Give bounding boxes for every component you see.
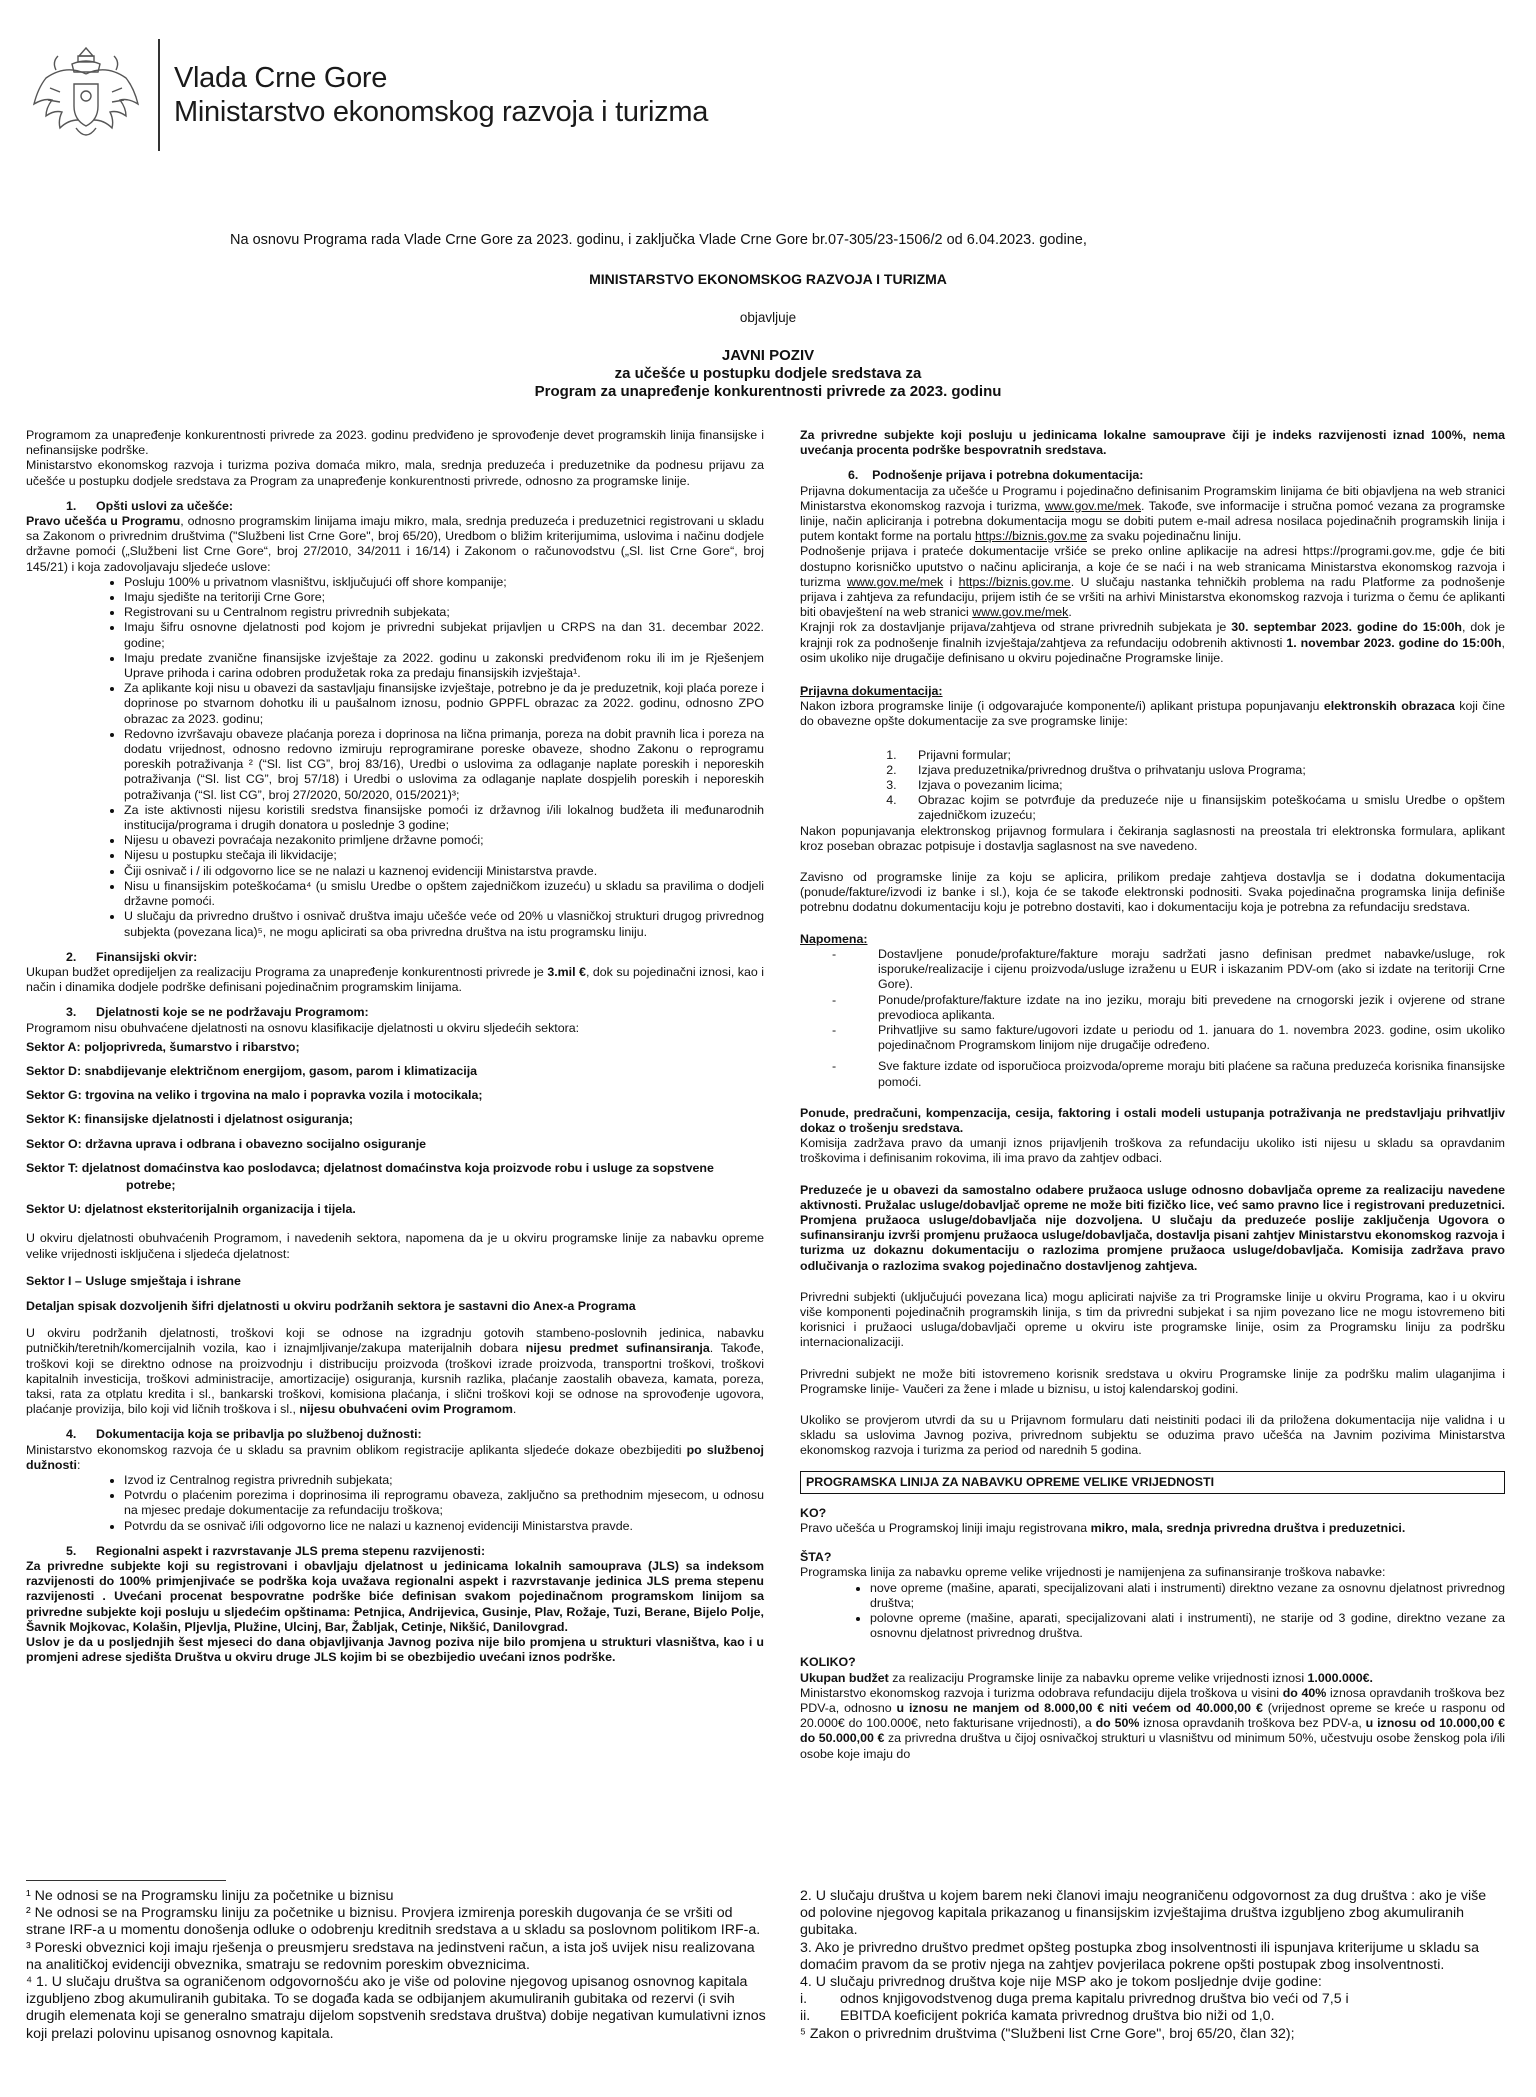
sta-heading: ŠTA? xyxy=(800,1550,832,1565)
footnote-rule xyxy=(26,1880,226,1881)
paragraph: Nakon izbora programske linije (i odgovarajuće komponente/i) aplikant pristupa popunjavanju elektronskih obrazaca koji čine do obavezne opšte dokumentacije za sve programske linije: xyxy=(800,699,1505,729)
list-item: • Nijesu u obavezi povraćaja nezakonito primljene državne pomoći; xyxy=(124,833,764,848)
paragraph: Ministarstvo ekonomskog razvoja i turizma odobrava refundaciju dijela troškova u visini do 40% iznosa opravdanih troškova bez PDV-a, odnosno u iznosu ne manjem od 8.000,00 € niti većem od 40.000,00 € (vrijednost opreme se kreće u rasponu od 20.000€ do 100.000€, neto fakturisane vrijednosti), a do 50% iznosa opravdanih troškova bez PDV-a, u iznosu od 10.000,00 € do 50.000,00 € za privredna društva u čijoj osnivačkoj strukturi u vlasništvu od minimum 50%, učestvuju osobe ženskog pola i/ili osobe koje imaju do xyxy=(800,1685,1505,1761)
list-item: • Za iste aktivnosti nijesu koristili sredstva finansijske pomoći iz državnog i/ili lokalnog budžeta ili međunarodnih institucija/programa i drugih donatora u poslednje 3 godine; xyxy=(124,803,764,833)
link[interactable]: www.gov.me/mek xyxy=(972,605,1069,620)
sector-item: Sektor O: državna uprava i odbrana i obavezno socijalno osiguranje xyxy=(26,1136,427,1151)
subsection-heading: Prijavna dokumentacija: xyxy=(800,684,943,699)
intro-text: Na osnovu Programa rada Vlade Crne Gore za 2023. godinu, i zaključka Vlade Crne Gore br.07-305/23-1506/2 od 6.04.2023. godine, xyxy=(230,232,1087,248)
list-item: • polovne opreme (mašine, aparati, specijalizovani alati i instrumenti), ne starije od 3 godine, direktno vezane za osnovnu djelatnost privrednog društva. xyxy=(870,1611,1505,1641)
documents-list xyxy=(26,1473,764,1534)
list-item: • Imaju predate zvanične finansijske izvještaje za 2022. godinu u zakonski predviđenom roku ili im je Rješenjem Uprave prihoda i carina odobren produžetak roka za predaju finansijskih izvještaja¹. xyxy=(124,651,764,681)
section-heading: 3. Djelatnosti koje se ne podržavaju Programom: xyxy=(66,1005,369,1020)
eligible-list xyxy=(800,1581,1505,1642)
header-divider xyxy=(158,39,160,151)
paragraph: Privredni subjekti (uključujući povezana lica) mogu aplicirati najviše za tri Programske linije u okviru Programa, kao i u okviru više komponenti pojedinačnih programskih linija, s tim da privredni subjekat i sa njim povezano lice ne mogu istovremeno biti korisnici i pružaoci usluga/dobavljači opreme u okviru iste programske linije, osim za Programsku liniju za podršku internacionalizaciji. xyxy=(800,1289,1505,1350)
paragraph: Pravo učešća u Programu, odnosno programskim linijama imaju mikro, mala, srednja preduzeća i preduzetnici registrovani u skladu sa Zakonom o privrednim društvima ("Službeni list Crne Gore", broj 65/20), Uredbom o bližim kriterijumima, uslovima i načinu dodjele državne pomoći („Službeni list Crne Gore“, broj 27/2010, 34/2011 i 16/14) i Zakonom o računovodstvu („Sl. list Crne Gore“, broj 145/21) i koja zadovoljavaju sljedeće uslove: xyxy=(26,514,764,574)
sector-item: Sektor A: poljoprivreda, šumarstvo i ribarstvo; xyxy=(26,1039,300,1054)
sector-item: Sektor U: djelatnost eksteritorijalnih organizacija i tijela. xyxy=(26,1202,356,1217)
paragraph: Pravo učešća u Programskoj liniji imaju registrovana mikro, mala, srednja privredna društva i preduzetnici. xyxy=(800,1520,1406,1535)
list-item: 1. Prijavni formular; xyxy=(900,748,1505,763)
government-name: Vlada Crne Gore xyxy=(174,62,388,94)
paragraph: Komisija zadržava pravo da umanji iznos prijavljenih troškova za refundaciju ukoliko isti nijesu u skladu sa opravdanim troškovima i definisanim rokovima, ili ima pravo da zahtjev odbaci. xyxy=(800,1136,1505,1166)
paragraph: Nakon popunjavanja elektronskog prijavnog formulara i čekiranja saglasnosti na preostala tri elektronska formulara, aplikant kroz poseban obrazac potpisuje i dostavlja saglasnost na sve navedeno. xyxy=(800,823,1505,853)
call-subtitle-1: za učešće u postupku dodjele sredstava za xyxy=(614,365,922,382)
sector-item-cont: potrebe; xyxy=(126,1177,176,1192)
paragraph: Ukupan budžet opredijeljen za realizaciju Programa za unapređenje konkurentnosti privrede je 3.mil €, dok su pojedinačni iznosi, kao i način i dinamika dodjele podrške definisani pojedinačnim programskim linijama. xyxy=(26,964,764,995)
paragraph: Krajnji rok za dostavljanje prijava/zahtjeva od strane privrednih subjekata je 30. septembar 2023. godine do 15:00h, dok je krajnji rok za podnošenje finalnih izvještaja/zahtjeva za refundaciju odobrenih aktivnosti 1. novembar 2023. godine do 15:00h, osim ukoliko nije drugačije definisano u okviru pojedinačne Programske linije. xyxy=(800,620,1505,665)
paragraph: Ministarstvo ekonomskog razvoja i turizma poziva domaća mikro, mala, srednja preduzeća i preduzetnike da podnesu prijavu za učešće u postupku dodjele sredstava za Program za unapređenje konkurentnosti privrede, odnosno za programske linije. xyxy=(26,458,764,488)
list-item: • Redovno izvršavaju obaveze plaćanja poreza i doprinosa na lična primanja, poreza na dobit pravnih lica i poreza na dodatu vrijednost, odnosno redovno izmiruju reprogramirane poreske obaveze, shodno Zakonu o reprogramu poreskih potraživanja ² (“Sl. list CG”, broj 83/16), Uredbi o uslovima za odlaganje naplate poreskih i neporeskih potraživanja (“Sl. list CG”, broj 57/18) i Uredbi o uslovima za odlaganje naplate dospjelih poreskih i neporeskih potraživanja (“Sl. list CG”, broj 27/2020, 50/2020, 015/2021)³; xyxy=(124,727,764,803)
footnotes-left xyxy=(26,1888,766,2043)
paragraph: Uslov je da u posljednjih šest mjeseci do dana objavljivanja Javnog poziva nije bilo promjena u strukturi vlasništva, kao i u promjeni adrese sjedišta Društva u okviru druge JLS kojim bi se obezbijedio uvećani iznos podrške. xyxy=(26,1635,764,1665)
footnote: ¹ Ne odnosi se na Programsku liniju za početnike u biznisu xyxy=(26,1888,394,1904)
sector-item: Sektor D: snabdijevanje električnom energijom, gasom, parom i klimatizacija xyxy=(26,1063,478,1078)
list-item: • nove opreme (mašine, aparati, specijalizovani alati i instrumenti) direktno vezane za osnovnu djelatnost privrednog društva; xyxy=(870,1581,1505,1611)
footnote: ² Ne odnosi se na Programsku liniju za početnike u biznisu. Provjera izmirenja poreskih dugovanja će se vršiti od strane IRF-a u momentu donošenja odluke o odobrenju kreditnih sredstava a u skladu sa poslovnom politikom IRF-a. xyxy=(26,1905,761,1939)
list-item: 2. Izjava preduzetnika/privrednog društva o prihvatanju uslova Programa; xyxy=(900,763,1505,778)
paragraph: Ukupan budžet za realizaciju Programske linije za nabavku opreme velike vrijednosti iznosi 1.000.000€. xyxy=(800,1670,1373,1685)
list-item: • Potvrdu o plaćenim porezima i doprinosima ili reprogramu obaveza, zaključno sa prethodnim mjesecom, u odnosu na mjesec predaje dokumentacije za refundaciju troškova; xyxy=(124,1488,764,1518)
note-item: - Prihvatljive su samo fakture/ugovori izdate u periodu od 1. januara do 1. novembra 2023. godine, osim ukoliko pojedinačnom Programskom linijom nije drugačije određeno. xyxy=(832,1022,1505,1053)
note-item: - Ponude/profakture/fakture izdate na ino jeziku, moraju biti prevedene na crnogorski jezik i ovjerene od strane prevodioca aplikanta. xyxy=(832,992,1505,1022)
note-item: - Dostavljene ponude/profakture/fakture moraju sadržati jasno definisan predmet nabavke/usluge, rok isporuke/realizacije i cijenu proizvoda/usluge izraženu u EUR i iskazanim PDV-om (ako si izdate na teritoriji Crne Gore). xyxy=(832,946,1505,992)
right-column xyxy=(800,428,1505,1762)
link[interactable]: https://biznis.gov.me xyxy=(958,574,1071,589)
section-heading: 4. Dokumentacija koja se pribavlja po službenoj dužnosti: xyxy=(66,1427,422,1442)
paragraph: Za privredne subjekte koji posluju u jedinicama lokalne samouprave čiji je indeks razvijenosti iznad 100%, nema uvećanja procenta podrške bespovratnih sredstava. xyxy=(800,428,1505,458)
list-item: • Registrovani su u Centralnom registru privrednih subjekata; xyxy=(124,605,764,620)
list-item: • Imaju šifru osnovne djelatnosti pod kojom je privredni subjekat prijavljen u CRPS na dan 31. decembar 2022. godine; xyxy=(124,620,764,650)
list-item: • Nijesu u postupku stečaja ili likvidacije; xyxy=(124,848,764,863)
section-heading: 6. Podnošenje prijava i potrebna dokumentacija: xyxy=(848,468,1144,483)
footnote: ³ Poreski obveznici koji imaju rješenja o preusmjeru sredstava na jedinstveni račun, a ista još uvijek nisu realizovana na analitičkoj evidenciji obveznika, smatraju se redovnim poreskim obveznicima. xyxy=(26,1939,755,1973)
paragraph: U okviru djelatnosti obuhvaćenih Programom, i navedenih sektora, napomena da je u okviru programske linije za nabavku opreme velike vrijednosti isključena i sljedeća djelatnost: xyxy=(26,1231,764,1261)
footnote: 4. U slučaju privrednog društva koje nije MSP ako je tokom posljednje dvije godine: xyxy=(800,1974,1322,1991)
list-item: • Čiji osnivač i / ili odgovorno lice se ne nalazi u kaznenoj evidenciji Ministarstva pravde. xyxy=(124,864,764,879)
list-item: • Potvrdu da se osnivač i/ili odgovorno lice ne nalazi u kaznenoj evidenciji Ministarstva pravde. xyxy=(124,1519,764,1534)
paragraph: U okviru podržanih djelatnosti, troškovi koji se odnose na izgradnju gotovih stambeno-poslovnih jedinica, nabavku putničkih/teretnih/komercijalnih vozila, kao i iznajmljivanje/zakupa materijalnih dobara nijesu predmet sufinansiranja. Takođe, troškovi koji se direktno odnose na proizvodnju i distribuciju proizvoda (troškovi izrade proizvoda, transportni troškovi, troškovi kapitalnih investicija, troškovi administracije, amortizacije) osiguranja, kursnih razlika, plaćanje zaostalih obaveza, kamata, poreza, taksi, rata za otplatu kredita i sl., bankarski troškovi, komisiona plaćanja, i slični troškovi koji se odnose na sprovođenje ugovora, plaćanje provizija, bilo koji vid ličnih troškova i sl., nijesu obuhvaćeni ovim Programom. xyxy=(26,1326,765,1417)
link[interactable]: https://biznis.gov.me xyxy=(974,529,1087,544)
documents-ordered-list xyxy=(800,748,1505,824)
paragraph: Ponude, predračuni, kompenzacija, cesija, faktoring i ostali modeli ustupanja potraživanja ne predstavljaju prihvatljiv dokaz o trošenju sredstava. xyxy=(800,1105,1505,1135)
sector-item: Sektor T: djelatnost domaćinstva kao poslodavca; djelatnost domaćinstva koja proizvode robu i usluge za sopstvene xyxy=(26,1160,714,1175)
list-item: • Imaju sjedište na teritoriji Crne Gore; xyxy=(124,590,764,605)
sector-i: Sektor I – Usluge smještaja i ishrane xyxy=(26,1273,241,1288)
list-item: • U slučaju da privredno društvo i osnivač društva imaju učešće veće od 20% u vlasničkoj strukturi drugog privrednog subjekta (povezana lica)⁵, ne mogu aplicirati sa oba privredna društva na istu programsku liniju. xyxy=(124,909,764,939)
program-line-box: PROGRAMSKA LINIJA ZA NABAVKU OPREME VELIKE VRIJEDNOSTI xyxy=(800,1471,1505,1494)
note-heading: Napomena: xyxy=(800,931,868,946)
sector-item: Sektor K: finansijske djelatnosti i djelatnost osiguranja; xyxy=(26,1112,354,1127)
list-item: 3. Izjava o povezanim licima; xyxy=(900,778,1505,793)
link[interactable]: www.gov.me/mek xyxy=(1044,498,1142,513)
section-heading: 2. Finansijski okvir: xyxy=(66,949,198,964)
letterhead xyxy=(26,40,708,150)
footnote: 3. Ako je privredno društvo predmet opšteg postupka zbog insolventnosti ili ispunjava kriterijume u skladu sa domaćim pravom da se protiv njega na zahtjev povjerilaca pokrene opšti postupak zbog insolventnosti. xyxy=(800,1939,1480,1973)
ministry-name: Ministarstvo ekonomskog razvoja i turizma xyxy=(174,96,709,128)
footnote-subitem: i. odnos knjigovodstvenog duga prema kapitalu privrednog društva bio veći od 7,5 i xyxy=(800,1991,1349,2008)
paragraph: Za privredne subjekte koji su registrovani i obavljaju djelatnost u jedinicama lokalnih samouprava (JLS) sa indeksom razvijenosti do 100% primjenjivaće se podrška koja uvažava regionalni aspekt i razvrstavanje jedinica JLS prema stepenu razvijenosti . Uvećani procenat bespovratne podrške biće definisan svakom pojedinačnom programskom linijom sa privredne subjekte koji posluju u sljedećim opštinama: Petnjica, Andrijevica, Gusinje, Plav, Rožaje, Tuzi, Berane, Bijelo Polje, Šavnik Mojkovac, Kolašin, Pljevlja, Plužine, Ulcinj, Bar, Žabljak, Cetinje, Nikšić, Danilovgrad. xyxy=(26,1559,764,1634)
paragraph: Programom za unapređenje konkurentnosti privrede za 2023. godinu predviđeno je sprovođenje devet programskih linija finansijske i nefinansijske podrške. xyxy=(26,428,764,458)
footnote: ⁴ 1. U slučaju društva sa ograničenom odgovornošću ako je više od polovine njegovog upisanog osnovnog kapitala izgubljeno zbog akumuliranih gubitaka. To se događa kada se odbijanjem akumuliranih gubitaka od rezervi (i svih drugih elemenata koji se generalno smatraju dijelom sopstvenih sredstava društva) dobije negativan kumulativni iznos koji prelazi polovinu upisanog osnovnog kapitala. xyxy=(26,1974,766,2042)
left-column xyxy=(26,428,764,1673)
ko-heading: KO? xyxy=(800,1505,827,1520)
list-item: • Nisu u finansijskim poteškoćama⁴ (u smislu Uredbe o opštem zajedničkom izuzeću) u skladu sa pravilima o dodjeli državne pomoći. xyxy=(124,879,764,909)
paragraph: Ukoliko se provjerom utvrdi da su u Prijavnom formularu dati neistiniti podaci ili da priložena dokumentacija nije validna i u skladu sa uslovima Javnog poziva, privrednom subjektu se oduzima pravo učešća na Javnim pozivima Ministarstva ekonomskog razvoja i turizma za period od narednih 5 godina. xyxy=(800,1412,1505,1458)
footnote-subitem: ii. EBITDA koeficijent pokrića kamata privrednog društva bio niži od 1,0. xyxy=(800,2008,1275,2025)
call-title xyxy=(0,347,1536,401)
annex-note: Detaljan spisak dozvoljenih šifri djelatnosti u okviru podržanih sektora je sastavni dio Anex-a Programa xyxy=(26,1298,636,1313)
paragraph: Programska linija za nabavku opreme velike vrijednosti je namijenjena za sufinansiranje troškova nabavke: xyxy=(800,1565,1386,1580)
paragraph: Privredni subjekt ne može biti istovremeno korisnik sredstava u okviru Programske linije za podršku malim ulaganjima i Programske linije- Vaučeri za žene i mlade u biznisu, u istoj kalendarskoj godini. xyxy=(800,1366,1505,1396)
call-heading: JAVNI POZIV xyxy=(721,347,815,364)
paragraph: Prijavna dokumentacija za učešće u Programu i pojedinačno definisanim Programskim linijama će biti objavljena na web stranici Ministarstva ekonomskog razvoja i turizma, www.gov.me/mek. Takođe, sve informacije i stručna pomoć vezana za programske linije, način apliciranja i potrebna dokumentacija mogu se dobiti putem e-mail adresa nosilaca pojedinačnih programskih linija i putem kontakt forme na portalu https://biznis.gov.me za svaku pojedinačnu liniju. xyxy=(800,483,1506,544)
section-heading: 1. Opšti uslovi za učešće: xyxy=(66,498,234,513)
sector-item: Sektor G: trgovina na veliko i trgovina na malo i popravka vozila i motocikala; xyxy=(26,1088,483,1103)
note-item: - Sve fakture izdate od isporučioca proizvoda/opreme moraju biti plaćene sa računa preduzeća korisnika finansijske pomoći. xyxy=(832,1059,1505,1089)
call-subtitle-2: Program za unapređenje konkurentnosti privrede za 2023. godinu xyxy=(534,383,1002,400)
paragraph: Ministarstvo ekonomskog razvoja će u skladu sa pravnim oblikom registracije aplikanta sljedeće dokaze obezbijediti po službenoj dužnosti: xyxy=(26,1442,764,1472)
coat-of-arms-icon xyxy=(26,40,146,150)
section-heading: 5. Regionalni aspekt i razvrstavanje JLS prema stepenu razvijenosti: xyxy=(66,1543,486,1558)
conditions-list xyxy=(26,575,764,940)
announces-text: objavljuje xyxy=(739,310,797,325)
paragraph: Zavisno od programske linije za koju se aplicira, prilikom predaje zahtjeva dostavlja se i dodatna dokumentacija (ponude/fakture/izvodi iz banke i sl.), koja će se takođe elektronski podnositi. Svaka pojedinačna programska linija definiše potrebnu dodatnu dokumentaciju koju je potrebno dostaviti, kao i dokumentaciju koja je potrebna za refundaciju sredstava. xyxy=(800,870,1505,915)
paragraph: Podnošenje prijava i prateće dokumentacije vršiće se preko online aplikacije na adresi https://programi.gov.me, gdje će biti dostupno korisničko uputstvo o načinu apliciranja, a koje će se naći i na web stranicama Ministarstva ekonomskog razvoja i turizma www.gov.me/mek i https://biznis.gov.me. U slučaju nastanka tehničkih problema na radu Platforme za podnošenje prijava i zahtjeva za refundaciju, prijem istih će se vršiti na arhivi Ministarstva ekonomskog razvoja i turizma o čemu će aplikanti biti obavještení na web stranici www.gov.me/mek. xyxy=(800,544,1505,620)
footnote: 2. U slučaju društva u kojem barem neki članovi imaju neograničenu odgovornost za dug društva : ako je više od polovine njegovog kapitala prikazanog u finansijskim izvještajima društva izgubljeno zbog akumuliranih gubitaka. xyxy=(800,1888,1487,1939)
paragraph: Preduzeće je u obavezi da samostalno odabere pružaoca usluge odnosno dobavljača opreme za realizaciju navedene aktivnosti. Pružalac usluge/dobavljač opreme ne može biti fizičko lice, već samo pravno lice i registrovani preduzetnici. Promjena pružaoca usluge/dobavljača nije dozvoljena. U slučaju da preduzeće poslije zaključenja Ugovora o sufinansiranju izvrši promjenu pružaoca usluge/dobavljača, dostavlja pisani zahtjev Ministarstvu ekonomskog razvoja i turizma uz dokaznu dokumentaciju o razlozima promjene pružaoca usluge/dobavljača. Komisija zadržava pravo odlučivanja o razlozima svakog pojedinačno dostavljenog zahtjeva. xyxy=(800,1182,1505,1273)
list-item: • Posluju 100% u privatnom vlasništvu, isključujući off shore kompanije; xyxy=(124,575,764,590)
list-item: • Izvod iz Centralnog registra privrednih subjekata; xyxy=(124,1473,764,1488)
footnote: ⁵ Zakon o privrednim društvima ("Službeni list Crne Gore", broj 65/20, član 32); xyxy=(800,2025,1295,2042)
ministry-heading: MINISTARSTVO EKONOMSKOG RAZVOJA I TURIZMA xyxy=(589,271,947,287)
koliko-heading: KOLIKO? xyxy=(800,1655,856,1670)
footnotes-right xyxy=(800,1888,1505,2043)
list-item: 4. Obrazac kojim se potvrđuje da preduzeće nije u finansijskim poteškoćama u smislu Uredbe o opštem zajedničkom izuzeću; xyxy=(900,793,1505,823)
link[interactable]: www.gov.me/mek xyxy=(847,574,944,589)
list-item: • Za aplikante koji nisu u obavezi da sastavljaju finansijske izvještaje, potrebno je da je preduzetnik, koji plaća poreze i doprinose po stvarnom dohotku ili u paušalnom iznosu, podnio GPPFL obrazac za 2022. godinu, odnosno ZPO obrazac za 2023. godinu; xyxy=(124,681,764,727)
paragraph: Programom nisu obuhvaćene djelatnosti na osnovu klasifikacije djelatnosti u okviru sljedećih sektora: xyxy=(26,1020,580,1035)
